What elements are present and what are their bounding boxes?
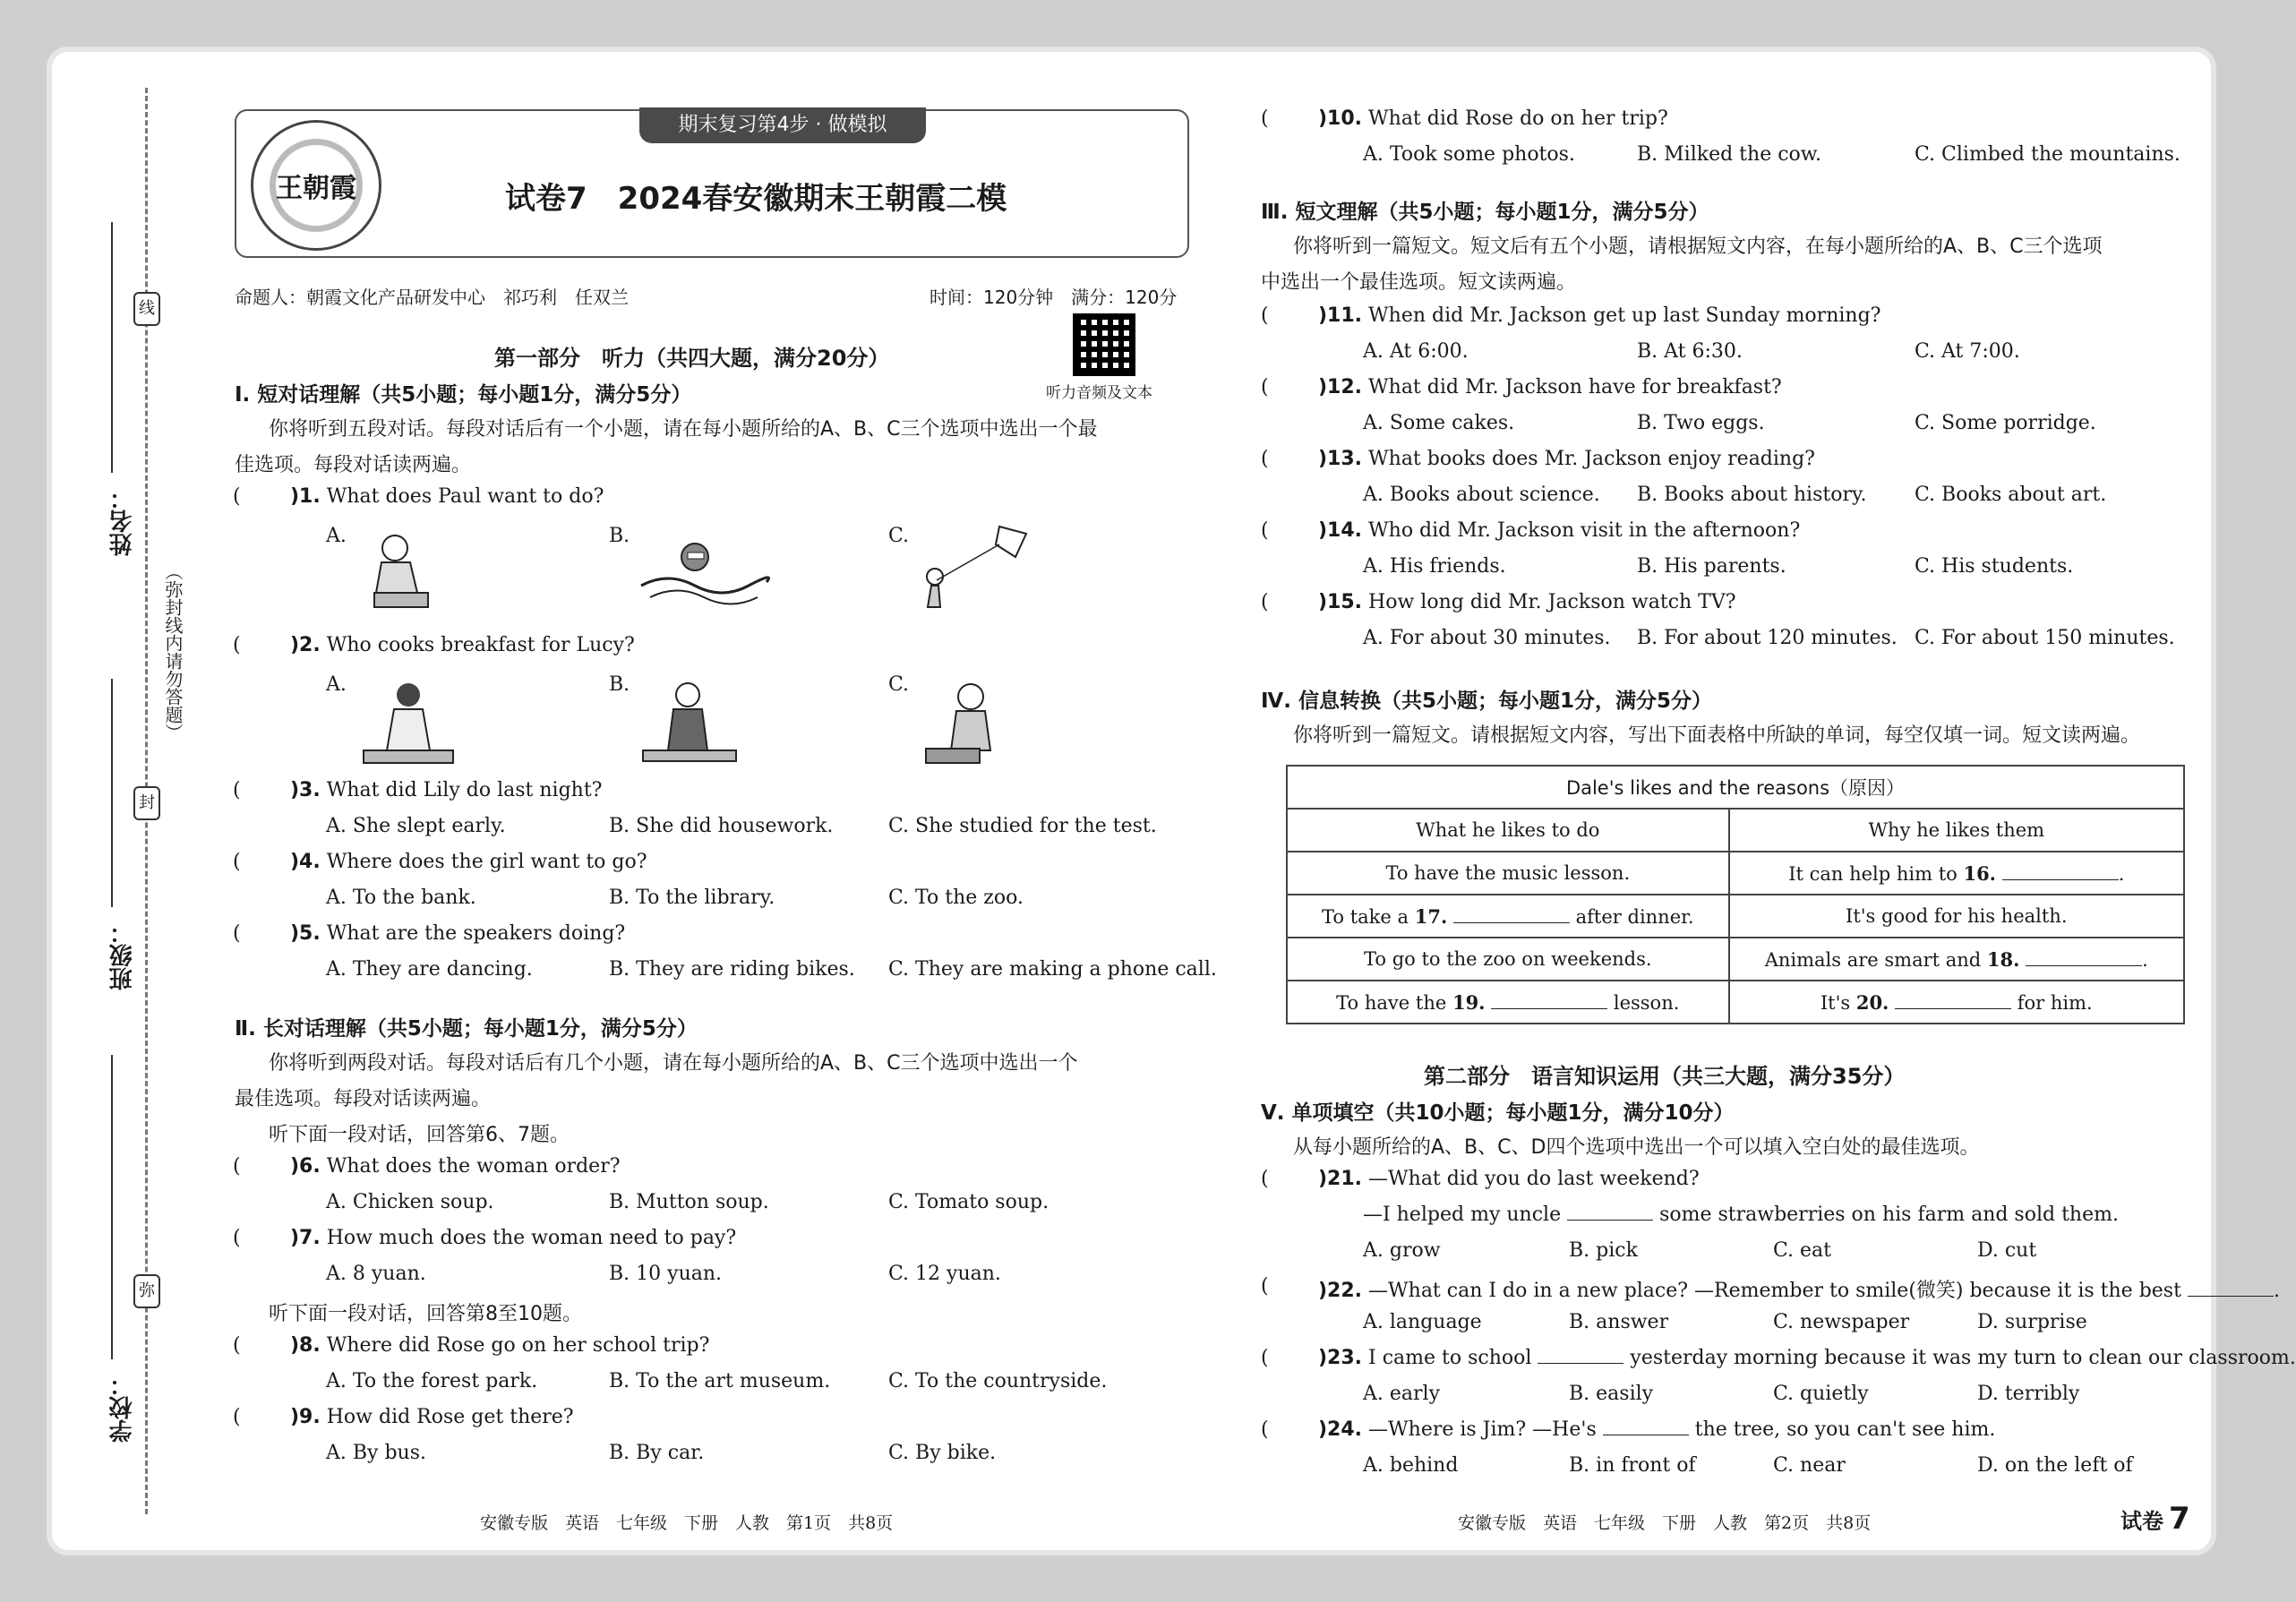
q9-option-b[interactable]: B. By car. bbox=[609, 1442, 705, 1464]
q2-option-c-label[interactable]: C. bbox=[888, 673, 910, 696]
answer-paren: ( bbox=[1261, 448, 1269, 470]
sec3-intro-1: 你将听到一篇短文。短文后有五个小题，请根据短文内容，在每小题所给的A、B、C三个选项 bbox=[1293, 236, 2103, 258]
q23-option-d[interactable]: D. terribly bbox=[1977, 1383, 2080, 1405]
q15-option-a[interactable]: A. For about 30 minutes. bbox=[1363, 627, 1611, 649]
q24-option-b[interactable]: B. in front of bbox=[1569, 1454, 1696, 1477]
exam-number-badge: 试卷 7 bbox=[2120, 1501, 2190, 1537]
sec1-intro-2: 佳选项。每段对话读两遍。 bbox=[235, 454, 472, 476]
q14-option-a[interactable]: A. His friends. bbox=[1363, 555, 1506, 578]
q7-option-a[interactable]: A. 8 yuan. bbox=[326, 1263, 426, 1285]
answer-blank-22[interactable] bbox=[2188, 1296, 2274, 1297]
q22-option-d[interactable]: D. surprise bbox=[1977, 1311, 2087, 1333]
sec2-intro-1: 你将听到两段对话。每段对话后有几个小题，请在每小题所给的A、B、C三个选项中选出一个 bbox=[269, 1052, 1078, 1075]
q4-option-c[interactable]: C. To the zoo. bbox=[888, 887, 1024, 909]
school-label: 学校： bbox=[109, 1373, 136, 1443]
q11-option-b[interactable]: B. At 6:30. bbox=[1637, 340, 1743, 363]
q9-option-a[interactable]: A. By bus. bbox=[326, 1442, 426, 1464]
q8-option-a[interactable]: A. To the forest park. bbox=[326, 1370, 538, 1392]
sec4-title: Ⅳ. 信息转换（共5小题；每小题1分，满分5分） bbox=[1261, 690, 1713, 713]
q22-option-a[interactable]: A. language bbox=[1363, 1311, 1482, 1333]
boy-swimming-picture bbox=[632, 530, 775, 613]
q10-option-c[interactable]: C. Climbed the mountains. bbox=[1915, 143, 2180, 166]
table-cell: It's 20. for him. bbox=[1729, 981, 2184, 1024]
q23-option-a[interactable]: A. early bbox=[1363, 1383, 1440, 1405]
q5-option-c[interactable]: C. They are making a phone call. bbox=[888, 958, 1217, 981]
q24-option-d[interactable]: D. on the left of bbox=[1977, 1454, 2133, 1477]
part1-title: 第一部分 听力（共四大题，满分20分） bbox=[494, 346, 890, 371]
sec2-intro-2: 最佳选项。每段对话读两遍。 bbox=[235, 1088, 492, 1110]
question-1: )1. What does Paul want to do? bbox=[290, 485, 604, 508]
answer-paren: ( bbox=[1261, 376, 1269, 398]
answer-paren: ( bbox=[1261, 1168, 1269, 1190]
table-cell: To go to the zoo on weekends. bbox=[1287, 938, 1729, 981]
q13-option-b[interactable]: B. Books about history. bbox=[1637, 484, 1867, 506]
sec3-title: Ⅲ. 短文理解（共5小题；每小题1分，满分5分） bbox=[1261, 201, 1709, 224]
line-mark: 线 bbox=[133, 292, 160, 326]
q3-option-b[interactable]: B. She did housework. bbox=[609, 815, 834, 837]
q11-option-a[interactable]: A. At 6:00. bbox=[1363, 340, 1469, 363]
q13-option-c[interactable]: C. Books about art. bbox=[1915, 484, 2107, 506]
q1-option-a-label[interactable]: A. bbox=[326, 525, 347, 547]
answer-blank-16[interactable] bbox=[2002, 879, 2119, 880]
table-header-1: What he likes to do bbox=[1287, 809, 1729, 852]
q24-option-c[interactable]: C. near bbox=[1773, 1454, 1846, 1477]
qr-code-icon[interactable] bbox=[1073, 313, 1135, 376]
name-field[interactable] bbox=[111, 222, 113, 473]
question-13: )13. What books does Mr. Jackson enjoy reading? bbox=[1318, 448, 1815, 470]
table-cell: To take a 17. after dinner. bbox=[1287, 895, 1729, 938]
question-7: )7. How much does the woman need to pay? bbox=[290, 1227, 737, 1249]
q22-option-c[interactable]: C. newspaper bbox=[1773, 1311, 1910, 1333]
school-field[interactable] bbox=[111, 1055, 113, 1359]
question-9: )9. How did Rose get there? bbox=[290, 1406, 574, 1428]
footer-left: 安徽专版 英语 七年级 下册 人教 第1页 共8页 bbox=[480, 1513, 894, 1533]
q5-option-b[interactable]: B. They are riding bikes. bbox=[609, 958, 855, 981]
question-11: )11. When did Mr. Jackson get up last Sunday morning? bbox=[1318, 304, 1881, 327]
q22-option-b[interactable]: B. answer bbox=[1569, 1311, 1669, 1333]
question-24: )24. —Where is Jim? —He's the tree, so you can't see him. bbox=[1318, 1418, 1996, 1441]
question-22: )22. —What can I do in a new place? —Remember to smile(微笑) because it is the best . bbox=[1318, 1280, 2280, 1302]
exam-header bbox=[235, 109, 1189, 258]
q15-option-b[interactable]: B. For about 120 minutes. bbox=[1637, 627, 1898, 649]
question-6: )6. What does the woman order? bbox=[290, 1155, 621, 1178]
question-12: )12. What did Mr. Jackson have for breakfast? bbox=[1318, 376, 1782, 398]
q4-option-a[interactable]: A. To the bank. bbox=[326, 887, 476, 909]
q1-option-b-label[interactable]: B. bbox=[609, 525, 630, 547]
answer-paren: ( bbox=[233, 779, 241, 801]
q23-option-b[interactable]: B. easily bbox=[1569, 1383, 1654, 1405]
mi-mark: 弥 bbox=[133, 1274, 160, 1308]
answer-paren: ( bbox=[233, 485, 241, 508]
review-step-tab: 期末复习第4步 · 做模拟 bbox=[639, 107, 926, 143]
footer-right: 安徽专版 英语 七年级 下册 人教 第2页 共8页 bbox=[1458, 1513, 1872, 1533]
q12-option-c[interactable]: C. Some porridge. bbox=[1915, 412, 2096, 434]
answer-blank-20[interactable] bbox=[1895, 1008, 2011, 1009]
name-label: 姓名： bbox=[109, 486, 136, 556]
question-2: )2. Who cooks breakfast for Lucy? bbox=[290, 634, 635, 656]
answer-paren: ( bbox=[1261, 1275, 1269, 1298]
table-header-2: Why he likes them bbox=[1729, 809, 2184, 852]
answer-paren: ( bbox=[1261, 519, 1269, 542]
q9-option-c[interactable]: C. By bike. bbox=[888, 1442, 997, 1464]
question-15: )15. How long did Mr. Jackson watch TV? bbox=[1318, 591, 1736, 613]
table-row bbox=[1287, 981, 2184, 1024]
q3-option-a[interactable]: A. She slept early. bbox=[326, 815, 506, 837]
question-21-line2: —I helped my uncle some strawberries on his farm and sold them. bbox=[1363, 1204, 2119, 1226]
question-3: )3. What did Lily do last night? bbox=[290, 779, 603, 801]
q10-option-a[interactable]: A. Took some photos. bbox=[1363, 143, 1575, 166]
answer-paren: ( bbox=[233, 1227, 241, 1249]
q14-option-b[interactable]: B. His parents. bbox=[1637, 555, 1786, 578]
question-14: )14. Who did Mr. Jackson visit in the afternoon? bbox=[1318, 519, 1801, 542]
q6-option-b[interactable]: B. Mutton soup. bbox=[609, 1191, 769, 1213]
q8-option-b[interactable]: B. To the art museum. bbox=[609, 1370, 831, 1392]
q5-option-a[interactable]: A. They are dancing. bbox=[326, 958, 533, 981]
q10-option-b[interactable]: B. Milked the cow. bbox=[1637, 143, 1821, 166]
answer-paren: ( bbox=[233, 1406, 241, 1428]
sec2-title: Ⅱ. 长对话理解（共5小题；每小题1分，满分5分） bbox=[235, 1017, 698, 1041]
q3-option-c[interactable]: C. She studied for the test. bbox=[888, 815, 1157, 837]
sec2-lead-2: 听下面一段对话，回答第8至10题。 bbox=[269, 1303, 582, 1325]
q21-option-d[interactable]: D. cut bbox=[1977, 1239, 2037, 1262]
sec5-title: Ⅴ. 单项填空（共10小题；每小题1分，满分10分） bbox=[1261, 1101, 1735, 1125]
q21-option-b[interactable]: B. pick bbox=[1569, 1239, 1638, 1262]
time-score-line: 时间：120分钟 满分：120分 bbox=[930, 287, 1178, 308]
table-row bbox=[1287, 938, 2184, 981]
boy-flying-kite-picture bbox=[910, 518, 1035, 625]
class-field[interactable] bbox=[111, 679, 113, 907]
answer-paren: ( bbox=[233, 1334, 241, 1357]
table-cell: Animals are smart and 18. . bbox=[1729, 938, 2184, 981]
q1-option-c-label[interactable]: C. bbox=[888, 525, 910, 547]
man-cooking-picture bbox=[636, 679, 743, 768]
q6-option-a[interactable]: A. Chicken soup. bbox=[326, 1191, 494, 1213]
q24-option-a[interactable]: A. behind bbox=[1363, 1454, 1459, 1477]
q2-option-b-label[interactable]: B. bbox=[609, 673, 630, 696]
answer-blank-21[interactable] bbox=[1567, 1220, 1653, 1221]
info-table bbox=[1286, 765, 2185, 1024]
table-row bbox=[1287, 852, 2184, 895]
q21-option-a[interactable]: A. grow bbox=[1363, 1239, 1441, 1262]
answer-blank-23[interactable] bbox=[1538, 1363, 1623, 1364]
q23-option-c[interactable]: C. quietly bbox=[1773, 1383, 1869, 1405]
answer-paren: ( bbox=[233, 1155, 241, 1178]
answer-paren: ( bbox=[1261, 107, 1269, 130]
binding-spine bbox=[52, 52, 186, 1550]
q7-option-c[interactable]: C. 12 yuan. bbox=[888, 1263, 1001, 1285]
q21-option-c[interactable]: C. eat bbox=[1773, 1239, 1832, 1262]
woman-cooking-picture bbox=[355, 679, 462, 768]
question-5: )5. What are the speakers doing? bbox=[290, 922, 626, 945]
table-cell: To have the music lesson. bbox=[1287, 852, 1729, 895]
q13-option-a[interactable]: A. Books about science. bbox=[1363, 484, 1600, 506]
answer-blank-18[interactable] bbox=[2026, 965, 2142, 966]
answer-paren: ( bbox=[1261, 1418, 1269, 1441]
table-cell: It's good for his health. bbox=[1729, 895, 2184, 938]
q12-option-a[interactable]: A. Some cakes. bbox=[1363, 412, 1515, 434]
q2-option-a-label[interactable]: A. bbox=[326, 673, 347, 696]
answer-paren: ( bbox=[233, 634, 241, 656]
brand-seal-logo: 王朝霞 bbox=[251, 120, 381, 251]
exam-sheet bbox=[47, 47, 2296, 1555]
question-23: )23. I came to school yesterday morning because it was my turn to clean our classroom. bbox=[1318, 1347, 2296, 1369]
qr-label: 听力音频及文本 bbox=[1046, 384, 1152, 402]
answer-paren: ( bbox=[1261, 304, 1269, 327]
table-row bbox=[1287, 895, 2184, 938]
table-cell: It can help him to 16. . bbox=[1729, 852, 2184, 895]
q11-option-c[interactable]: C. At 7:00. bbox=[1915, 340, 2020, 363]
class-label: 班级： bbox=[109, 921, 136, 990]
part2-title: 第二部分 语言知识运用（共三大题，满分35分） bbox=[1424, 1064, 1906, 1089]
boy-washing-clothes-picture bbox=[355, 530, 453, 613]
answer-paren: ( bbox=[1261, 591, 1269, 613]
sec1-title: Ⅰ. 短对话理解（共5小题；每小题1分，满分5分） bbox=[235, 383, 692, 407]
sec5-intro: 从每小题所给的A、B、C、D四个选项中选出一个可以填入空白处的最佳选项。 bbox=[1293, 1136, 1980, 1159]
answer-blank-17[interactable] bbox=[1453, 922, 1570, 923]
sec4-intro: 你将听到一篇短文。请根据短文内容，写出下面表格中所缺的单词，每空仅填一词。短文读两遍。 bbox=[1293, 724, 2141, 747]
sec2-lead-1: 听下面一段对话，回答第6、7题。 bbox=[269, 1124, 570, 1146]
exam-title: 试卷7 2024春安徽期末王朝霞二模 bbox=[505, 181, 1007, 217]
sec3-intro-2: 中选出一个最佳选项。短文读两遍。 bbox=[1261, 271, 1577, 294]
answer-paren: ( bbox=[233, 922, 241, 945]
q8-option-c[interactable]: C. To the countryside. bbox=[888, 1370, 1108, 1392]
question-10: )10. What did Rose do on her trip? bbox=[1318, 107, 1668, 130]
q4-option-b[interactable]: B. To the library. bbox=[609, 887, 775, 909]
author-line: 命题人：朝霞文化产品研发中心 祁巧利 任双兰 bbox=[235, 287, 629, 308]
sec1-intro-1: 你将听到五段对话。每段对话后有一个小题，请在每小题所给的A、B、C三个选项中选出一个最 bbox=[269, 418, 1098, 441]
answer-paren: ( bbox=[233, 851, 241, 873]
q6-option-c[interactable]: C. Tomato soup. bbox=[888, 1191, 1049, 1213]
seal-mark: 封 bbox=[133, 786, 160, 820]
q14-option-c[interactable]: C. His students. bbox=[1915, 555, 2074, 578]
q7-option-b[interactable]: B. 10 yuan. bbox=[609, 1263, 723, 1285]
question-21: )21. —What did you do last weekend? bbox=[1318, 1168, 1700, 1190]
answer-blank-19[interactable] bbox=[1491, 1008, 1607, 1009]
table-title: Dale's likes and the reasons（原因） bbox=[1287, 766, 2184, 809]
table-cell: To have the 19. lesson. bbox=[1287, 981, 1729, 1024]
answer-paren: ( bbox=[1261, 1347, 1269, 1369]
q12-option-b[interactable]: B. Two eggs. bbox=[1637, 412, 1765, 434]
do-not-answer-note: （弥封线内请勿答题） bbox=[162, 562, 184, 741]
q15-option-c[interactable]: C. For about 150 minutes. bbox=[1915, 627, 2175, 649]
question-8: )8. Where did Rose go on her school trip? bbox=[290, 1334, 710, 1357]
question-4: )4. Where does the girl want to go? bbox=[290, 851, 647, 873]
grandma-cooking-picture bbox=[917, 679, 1015, 768]
